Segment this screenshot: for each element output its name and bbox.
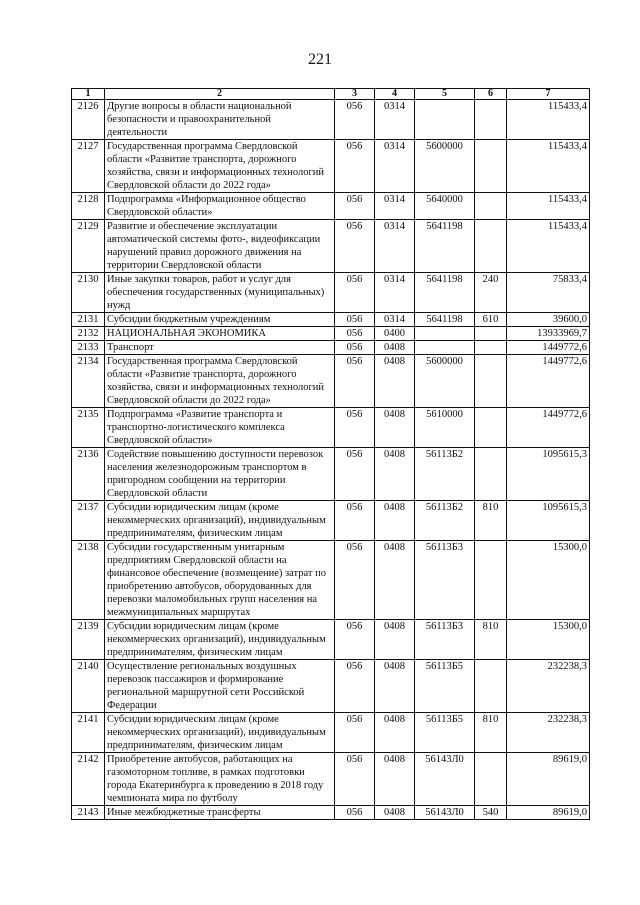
row-code-ministry: 056 [335,753,375,806]
row-name: Развитие и обеспечение эксплуатации автоматической системы фото-, видеофиксации нарушений правил дорожного движения на территории Свердловской области [105,220,335,273]
row-name: Осуществление региональных воздушных перевозок пассажиров и формирование региональной маршрутной сети Российской Федерации [105,660,335,713]
table-row [72,313,590,327]
row-code-ministry: 056 [335,620,375,660]
row-amount: 89619,0 [507,806,590,820]
row-code-ministry: 056 [335,327,375,341]
row-code-ministry: 056 [335,220,375,273]
row-code-section: 0408 [375,448,415,501]
table-row [72,448,590,501]
row-code-target: 5600000 [415,140,475,193]
row-name: Субсидии государственным унитарным предприятиям Свердловской области на финансовое обеспечение (возмещение) затрат по приобретению автобусов, оборудованных для перевозки маломобильных групп населения на межмуниципальных маршрутах [105,541,335,620]
row-code-expense-type: 240 [475,273,507,313]
row-code-section: 0314 [375,220,415,273]
row-code-target: 56113Б3 [415,541,475,620]
row-code-section: 0408 [375,620,415,660]
row-name: Государственная программа Свердловской области «Развитие транспорта, дорожного хозяйства, связи и информационных технологий Свердловской области до 2022 года» [105,355,335,408]
row-number: 2127 [72,140,105,193]
table-row [72,327,590,341]
row-code-expense-type [475,753,507,806]
row-code-target: 56113Б5 [415,713,475,753]
row-code-expense-type [475,448,507,501]
row-code-section: 0314 [375,100,415,140]
row-code-ministry: 056 [335,140,375,193]
row-number: 2137 [72,501,105,541]
row-code-target: 56113Б3 [415,620,475,660]
row-number: 2141 [72,713,105,753]
column-header: 2 [105,89,335,100]
column-header: 5 [415,89,475,100]
row-code-ministry: 056 [335,501,375,541]
row-code-target: 5641198 [415,313,475,327]
row-code-target [415,100,475,140]
row-code-section: 0408 [375,713,415,753]
row-amount: 15300,0 [507,620,590,660]
row-code-section: 0408 [375,541,415,620]
row-name: Содействие повышению доступности перевозок населения железнодорожным транспортом в пригородном сообщении на территории Свердловской области [105,448,335,501]
row-number: 2139 [72,620,105,660]
row-number: 2142 [72,753,105,806]
row-amount: 232238,3 [507,713,590,753]
row-code-section: 0408 [375,355,415,408]
row-name: Субсидии бюджетным учреждениям [105,313,335,327]
row-name: Подпрограмма «Информационное общество Свердловской области» [105,193,335,220]
row-code-ministry: 056 [335,355,375,408]
row-code-target: 56113Б2 [415,501,475,541]
row-code-ministry: 056 [335,100,375,140]
row-code-expense-type [475,220,507,273]
column-header: 7 [507,89,590,100]
row-number: 2129 [72,220,105,273]
table-row [72,408,590,448]
row-name: НАЦИОНАЛЬНАЯ ЭКОНОМИКА [105,327,335,341]
row-code-section: 0408 [375,806,415,820]
row-amount: 115433,4 [507,220,590,273]
column-header: 4 [375,89,415,100]
row-name: Субсидии юридическим лицам (кроме некоммерческих организаций), индивидуальным предпринимателям, физическим лицам [105,501,335,541]
page-number: 221 [308,51,332,68]
row-code-ministry: 056 [335,541,375,620]
budget-table [71,88,590,820]
row-amount: 232238,3 [507,660,590,713]
row-code-ministry: 056 [335,273,375,313]
row-code-ministry: 056 [335,806,375,820]
table-body [72,100,590,820]
row-amount: 1095615,3 [507,501,590,541]
table-row [72,806,590,820]
row-number: 2132 [72,327,105,341]
row-code-target: 5640000 [415,193,475,220]
row-code-expense-type: 810 [475,713,507,753]
table-row [72,220,590,273]
row-name: Приобретение автобусов, работающих на газомоторном топливе, в рамках подготовки города Екатеринбурга к проведению в 2018 году чемпионата мира по футболу [105,753,335,806]
row-code-target [415,327,475,341]
row-amount: 1095615,3 [507,448,590,501]
table-row [72,193,590,220]
column-header: 6 [475,89,507,100]
row-number: 2138 [72,541,105,620]
row-code-target: 5641198 [415,220,475,273]
row-amount: 115433,4 [507,193,590,220]
row-name: Субсидии юридическим лицам (кроме некоммерческих организаций), индивидуальным предпринимателям, физическим лицам [105,620,335,660]
row-code-expense-type: 810 [475,501,507,541]
table-row [72,355,590,408]
row-code-section: 0400 [375,327,415,341]
row-code-expense-type [475,660,507,713]
row-name: Субсидии юридическим лицам (кроме некоммерческих организаций), индивидуальным предпринимателям, физическим лицам [105,713,335,753]
table-row [72,541,590,620]
row-code-expense-type: 810 [475,620,507,660]
table-row [72,713,590,753]
row-code-expense-type [475,355,507,408]
row-amount: 1449772,6 [507,355,590,408]
row-code-ministry: 056 [335,193,375,220]
row-number: 2128 [72,193,105,220]
row-code-section: 0314 [375,273,415,313]
row-code-expense-type [475,541,507,620]
row-number: 2136 [72,448,105,501]
row-amount: 1449772,6 [507,408,590,448]
row-number: 2131 [72,313,105,327]
row-code-section: 0408 [375,501,415,541]
row-code-expense-type [475,140,507,193]
table-row [72,753,590,806]
row-amount: 39600,0 [507,313,590,327]
row-name: Подпрограмма «Развитие транспорта и транспортно-логистического комплекса Свердловской области» [105,408,335,448]
row-code-target: 5610000 [415,408,475,448]
row-code-ministry: 056 [335,408,375,448]
row-code-section: 0408 [375,753,415,806]
row-code-target: 5641198 [415,273,475,313]
row-number: 2140 [72,660,105,713]
row-amount: 15300,0 [507,541,590,620]
table-row [72,273,590,313]
row-code-section: 0314 [375,313,415,327]
table-header-row [72,89,590,100]
row-code-target: 56113Б2 [415,448,475,501]
row-code-ministry: 056 [335,660,375,713]
row-code-ministry: 056 [335,448,375,501]
table-row [72,501,590,541]
row-name: Транспорт [105,341,335,355]
row-amount: 89619,0 [507,753,590,806]
row-code-expense-type: 540 [475,806,507,820]
row-code-section: 0408 [375,660,415,713]
row-code-target: 56143Л0 [415,806,475,820]
row-number: 2143 [72,806,105,820]
table-row [72,100,590,140]
column-header: 1 [72,89,105,100]
row-code-ministry: 056 [335,341,375,355]
row-number: 2130 [72,273,105,313]
row-code-expense-type [475,408,507,448]
row-amount: 75833,4 [507,273,590,313]
row-code-ministry: 056 [335,313,375,327]
row-amount: 1449772,6 [507,341,590,355]
row-amount: 13933969,7 [507,327,590,341]
row-name: Государственная программа Свердловской области «Развитие транспорта, дорожного хозяйства, связи и информационных технологий Свердловской области до 2022 года» [105,140,335,193]
table-row [72,140,590,193]
table-row [72,341,590,355]
row-number: 2126 [72,100,105,140]
row-code-expense-type [475,341,507,355]
row-code-section: 0408 [375,408,415,448]
row-code-target: 5600000 [415,355,475,408]
row-code-section: 0314 [375,140,415,193]
table-row [72,620,590,660]
row-amount: 115433,4 [507,140,590,193]
row-number: 2133 [72,341,105,355]
row-code-target: 56143Л0 [415,753,475,806]
table-row [72,660,590,713]
row-number: 2135 [72,408,105,448]
row-code-expense-type: 610 [475,313,507,327]
row-name: Иные межбюджетные трансферты [105,806,335,820]
row-code-expense-type [475,100,507,140]
row-code-target: 56113Б5 [415,660,475,713]
row-name: Другие вопросы в области национальной безопасности и правоохранительной деятельности [105,100,335,140]
row-code-section: 0408 [375,341,415,355]
row-amount: 115433,4 [507,100,590,140]
row-name: Иные закупки товаров, работ и услуг для обеспечения государственных (муниципальных) нужд [105,273,335,313]
row-code-expense-type [475,193,507,220]
row-number: 2134 [72,355,105,408]
row-code-section: 0314 [375,193,415,220]
row-code-target [415,341,475,355]
row-code-expense-type [475,327,507,341]
row-code-ministry: 056 [335,713,375,753]
column-header: 3 [335,89,375,100]
